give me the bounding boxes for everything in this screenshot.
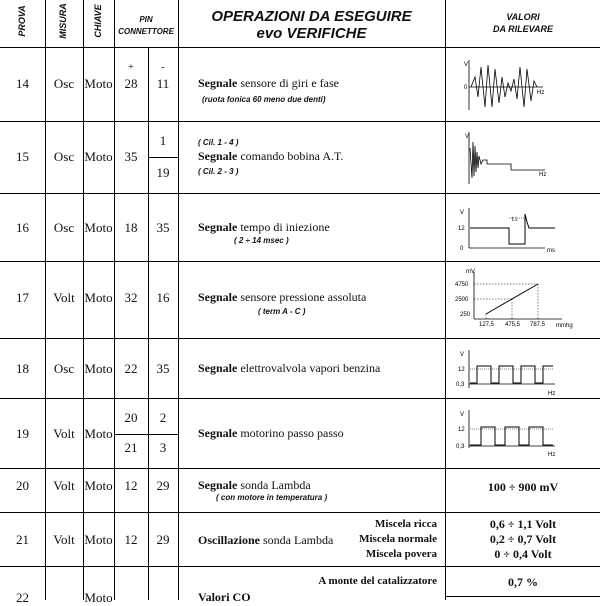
- operation-text: [178, 361, 464, 376]
- chiave-cell: Moto: [84, 290, 113, 305]
- prova-cell: 16: [16, 220, 29, 235]
- graph-y-tick: 12: [458, 367, 465, 373]
- graph-x-tick-2: 475,5: [505, 322, 521, 328]
- op-desc: comando bobina A.T.: [240, 149, 344, 163]
- header-misura: MISURA: [58, 3, 68, 39]
- graph-y-tick-2: 2500: [455, 297, 469, 303]
- graph-pulse-label: t.i.: [512, 217, 519, 223]
- mix-normal-label: Miscela normale: [359, 533, 437, 545]
- pressure-sensor-graph: [452, 267, 587, 333]
- mix-rich-label: Miscela ricca: [375, 518, 437, 530]
- op-note: (ruota fonica 60 meno due denti): [202, 95, 326, 104]
- op-bold: Segnale: [198, 220, 238, 234]
- graph-y-label: V: [465, 134, 470, 140]
- injection-time-graph: [455, 204, 565, 256]
- chiave-cell: Moto: [84, 361, 113, 376]
- misura-cell: Osc: [53, 361, 75, 376]
- pin-a-cell: 35: [124, 149, 138, 164]
- pin-b-bottom: 3: [159, 440, 167, 455]
- op-desc: sensore pressione assoluta: [240, 290, 367, 304]
- op-bold: Segnale: [198, 76, 238, 90]
- graph-y-label: V: [460, 412, 465, 418]
- chiave-cell: Moto: [84, 76, 113, 91]
- graph-zero-label: 0,3: [456, 444, 465, 450]
- op-desc: elettrovalvola vapori benzina: [240, 361, 381, 375]
- prova-cell: 14: [16, 76, 29, 91]
- prova-cell: 15: [16, 149, 29, 164]
- misura-cell: Osc: [53, 149, 75, 164]
- header-prova: PROVA: [17, 5, 27, 37]
- pin-a-cell: 22: [124, 361, 138, 376]
- misura-cell: Osc: [53, 76, 75, 91]
- graph-y-label: V: [460, 210, 465, 216]
- pin-b-top: 2: [159, 410, 167, 425]
- chiave-cell: Moto: [84, 426, 113, 441]
- header-chiave: CHIAVE: [93, 4, 103, 38]
- graph-zero-label: 0: [464, 85, 468, 91]
- op-note: ( Cil. 2 - 3 ): [198, 167, 239, 176]
- pin-b-cell: 16: [156, 290, 170, 305]
- prova-cell: 19: [16, 426, 29, 441]
- graph-y-tick: 12: [458, 226, 465, 232]
- pin-a-cell: 32: [124, 290, 138, 305]
- pin-b-bottom: 19: [156, 165, 170, 180]
- misura-cell: Volt: [53, 478, 75, 493]
- misura-cell: Volt: [53, 426, 75, 441]
- header-connettore: CONNETTORE: [118, 27, 174, 36]
- pin-b-cell: 35: [156, 361, 170, 376]
- graph-y-label: V: [464, 62, 469, 68]
- op-desc: motorino passo passo: [240, 426, 344, 440]
- operation-text: [178, 590, 464, 605]
- op-note: ( term A - C ): [258, 307, 306, 316]
- value-rich: 0,6 ÷ 1,1 Volt: [489, 517, 557, 531]
- graph-x-label: Hz: [548, 452, 556, 458]
- graph-x-tick-1: 127,5: [479, 322, 495, 328]
- op-bold: Segnale: [198, 361, 238, 375]
- op-bold: Valori CO: [198, 590, 251, 604]
- graph-zero-label: 0,3: [456, 382, 465, 388]
- rpm-waveform-graph: [455, 55, 555, 115]
- graph-zero-label: 0: [460, 246, 464, 252]
- graph-x-tick-3: 787,5: [530, 322, 546, 328]
- operation-text: [178, 149, 464, 164]
- op-note: ( 2 ÷ 14 msec ): [234, 236, 289, 245]
- op-desc: sensore di giri e fase: [240, 76, 339, 90]
- chiave-cell: Moto: [84, 220, 113, 235]
- mix-lean-label: Miscela povera: [365, 548, 437, 560]
- op-desc: sonda Lambda: [263, 533, 334, 547]
- op-bold: Segnale: [198, 478, 238, 492]
- chiave-cell: Moto: [84, 478, 113, 493]
- pin-b-cell: 29: [156, 532, 170, 547]
- operation-text: [178, 426, 464, 441]
- op-bold: Segnale: [198, 290, 238, 304]
- pin-a-cell: 18: [124, 220, 138, 235]
- op-desc: tempo di iniezione: [240, 220, 330, 234]
- prova-cell: 22: [16, 590, 29, 605]
- misura-cell: Osc: [53, 220, 75, 235]
- graph-x-label: Hz: [539, 172, 547, 178]
- prova-cell: 17: [16, 290, 29, 305]
- header-rilevare: DA RILEVARE: [492, 24, 553, 34]
- prova-cell: 18: [16, 361, 29, 376]
- misura-cell: Volt: [53, 290, 75, 305]
- pin-b-cell: 35: [156, 220, 170, 235]
- pin-a-top: 20: [124, 410, 138, 425]
- prova-cell: 20: [16, 478, 29, 493]
- op-note: ( con motore in temperatura ): [216, 493, 328, 502]
- operation-text: [178, 76, 464, 91]
- op-bold: Segnale: [198, 149, 238, 163]
- prova-cell: 21: [16, 532, 29, 547]
- graph-y-label: mV: [466, 269, 475, 275]
- op-desc: sonda Lambda: [240, 478, 311, 492]
- op-pre-note: ( Cil. 1 - 4 ): [198, 138, 239, 147]
- graph-x-label: Hz: [548, 391, 556, 396]
- pin-a-cell: 12: [124, 532, 138, 547]
- pin-b-cell: 29: [156, 478, 170, 493]
- pin-b-sign: -: [161, 62, 165, 73]
- misura-cell: Volt: [53, 532, 75, 547]
- op-bold: Segnale: [198, 426, 238, 440]
- op-bold: Oscillazione: [198, 533, 260, 547]
- graph-y-tick: 12: [458, 427, 465, 433]
- pin-a-cell: 12: [124, 478, 138, 493]
- header-pin: PIN: [139, 15, 153, 24]
- pin-a-cell: 28: [124, 76, 138, 91]
- pin-b-top: 1: [159, 133, 167, 148]
- graph-y-tick-3: 250: [460, 312, 471, 318]
- ignition-coil-graph: [455, 128, 555, 188]
- header-operazioni: OPERAZIONI DA ESEGUIRE: [211, 8, 412, 25]
- header-valori: VALORI: [506, 12, 540, 22]
- purge-valve-graph: [455, 346, 565, 396]
- operation-text: [178, 220, 464, 235]
- pin-a-sign: +: [128, 62, 134, 73]
- expected-value: 0,7 %: [508, 575, 538, 589]
- operation-text: [178, 478, 464, 493]
- chiave-cell: Moto: [84, 149, 113, 164]
- expected-value: 100 ÷ 900 mV: [487, 480, 559, 494]
- value-normal: 0,2 ÷ 0,7 Volt: [489, 532, 557, 546]
- graph-x-label: ms: [547, 248, 555, 254]
- chiave-cell: Moto: [84, 590, 113, 605]
- operation-text: [178, 290, 464, 305]
- graph-y-label: V: [460, 352, 465, 358]
- pin-a-bottom: 21: [124, 440, 138, 455]
- graph-y-tick-1: 4750: [455, 282, 469, 288]
- upstream-catalyst-label: A monte del catalizzatore: [318, 575, 437, 587]
- header-verifiche: evo VERIFICHE: [256, 25, 367, 42]
- value-lean: 0 ÷ 0,4 Volt: [494, 547, 552, 561]
- graph-x-label: Hz: [537, 90, 545, 96]
- chiave-cell: Moto: [84, 532, 113, 547]
- graph-x-label: mmhg: [556, 323, 573, 329]
- pin-b-cell: 11: [156, 76, 170, 91]
- stepper-motor-graph: [455, 406, 565, 458]
